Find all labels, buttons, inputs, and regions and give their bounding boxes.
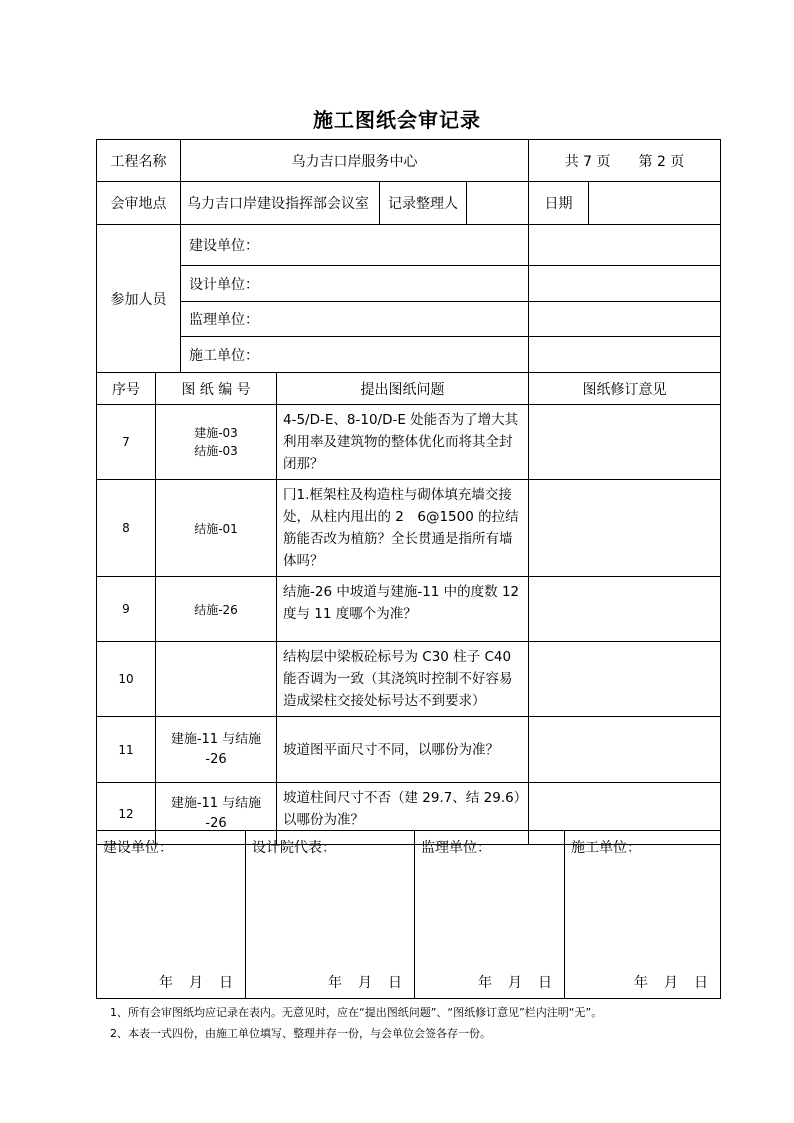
participant-design-value (529, 266, 721, 302)
row-seq: 12 (97, 783, 156, 845)
signature-label: 设计院代表： (252, 840, 336, 856)
signature-label: 施工单位： (571, 840, 641, 856)
table-row (97, 480, 721, 577)
table-row (97, 577, 721, 642)
recorder-label: 记录整理人 (380, 182, 467, 225)
row-problem: 结施-26 中坡道与建施-11 中的度数 12 度与 11 度哪个为准？ (277, 577, 529, 642)
column-header-opinion: 图纸修订意见 (529, 373, 721, 405)
location-value: 乌力吉口岸建设指挥部会议室 (181, 182, 380, 225)
page-title: 施工图纸会审记录 (313, 108, 481, 132)
participant-supervision-value (529, 302, 721, 337)
date-label: 日期 (529, 182, 589, 225)
participants-table (96, 224, 721, 373)
participant-construction-label: 建设单位： (181, 225, 529, 266)
participant-contractor-label: 施工单位： (181, 337, 529, 373)
signature-construction[interactable] (97, 831, 246, 999)
signature-label: 监理单位： (421, 840, 491, 856)
footnote: 2、本表一式四份，由施工单位填写、整理并存一份，与会单位会签各存一份。 (110, 1027, 491, 1040)
signature-design[interactable] (246, 831, 415, 999)
participant-contractor-value (529, 337, 721, 373)
table-row (97, 642, 721, 717)
signature-date: 年 月 日 (478, 975, 554, 991)
row-drawing (156, 642, 277, 717)
footnotes (110, 1002, 602, 1044)
signature-supervision[interactable] (415, 831, 565, 999)
row-problem: 结构层中梁板砼标号为 C30 柱子 C40 能否调为一致（其浇筑时控制不好容易造成梁柱交接处标号达不到要求） (277, 642, 529, 717)
row-problem: 4-5/D-E、8-10/D-E 处能否为了增大其利用率及建筑物的整体优化而将其全封闭那？ (277, 405, 529, 480)
table-row (97, 717, 721, 783)
row-drawing: 建施-11 与结施 -26 (156, 783, 277, 845)
row-problem: 冂1.框架柱及构造柱与砌体填充墙交接处，从柱内甩出的 2 6@1500 的拉结筋能否改为植筋？全长贯通是指所有墙体吗？ (277, 480, 529, 577)
row-drawing: 结施-01 (156, 480, 277, 577)
row-seq: 8 (97, 480, 156, 577)
row-drawing: 结施-26 (156, 577, 277, 642)
row-seq: 10 (97, 642, 156, 717)
row-drawing: 建施-03 结施-03 (156, 405, 277, 480)
date-value (589, 182, 721, 225)
row-opinion (529, 717, 721, 783)
row-opinion (529, 480, 721, 577)
review-table (96, 372, 721, 845)
row-seq: 11 (97, 717, 156, 783)
signature-contractor[interactable] (565, 831, 721, 999)
recorder-value (467, 182, 529, 225)
participant-supervision-label: 监理单位： (181, 302, 529, 337)
table-row (97, 405, 721, 480)
location-label: 会审地点 (97, 182, 181, 225)
header-table (96, 139, 721, 225)
row-drawing: 建施-11 与结施 -26 (156, 717, 277, 783)
column-header-seq: 序号 (97, 373, 156, 405)
project-label: 工程名称 (97, 140, 181, 182)
row-opinion (529, 405, 721, 480)
signature-label: 建设单位： (103, 840, 173, 856)
row-problem: 坡道柱间尺寸不否（建 29.7、结 29.6）以哪份为准？ (277, 783, 529, 845)
row-opinion (529, 642, 721, 717)
footnote: 1、所有会审图纸均应记录在表内。无意见时，应在“提出图纸问题”、“图纸修订意见”栏内注明“无”。 (110, 1006, 603, 1019)
row-seq: 7 (97, 405, 156, 480)
signature-table (96, 830, 721, 999)
row-seq: 9 (97, 577, 156, 642)
column-header-drawing: 图 纸 编 号 (156, 373, 277, 405)
participant-design-label: 设计单位： (181, 266, 529, 302)
column-header-problem: 提出图纸问题 (277, 373, 529, 405)
participants-label: 参加人员 (97, 225, 181, 373)
page-info: 共 7 页 第 2 页 (529, 140, 721, 182)
signature-date: 年 月 日 (328, 975, 404, 991)
signature-date: 年 月 日 (159, 975, 235, 991)
participant-construction-value (529, 225, 721, 266)
project-name: 乌力吉口岸服务中心 (181, 140, 529, 182)
row-problem: 坡道图平面尺寸不同，以哪份为准？ (277, 717, 529, 783)
row-opinion (529, 577, 721, 642)
signature-date: 年 月 日 (634, 975, 710, 991)
